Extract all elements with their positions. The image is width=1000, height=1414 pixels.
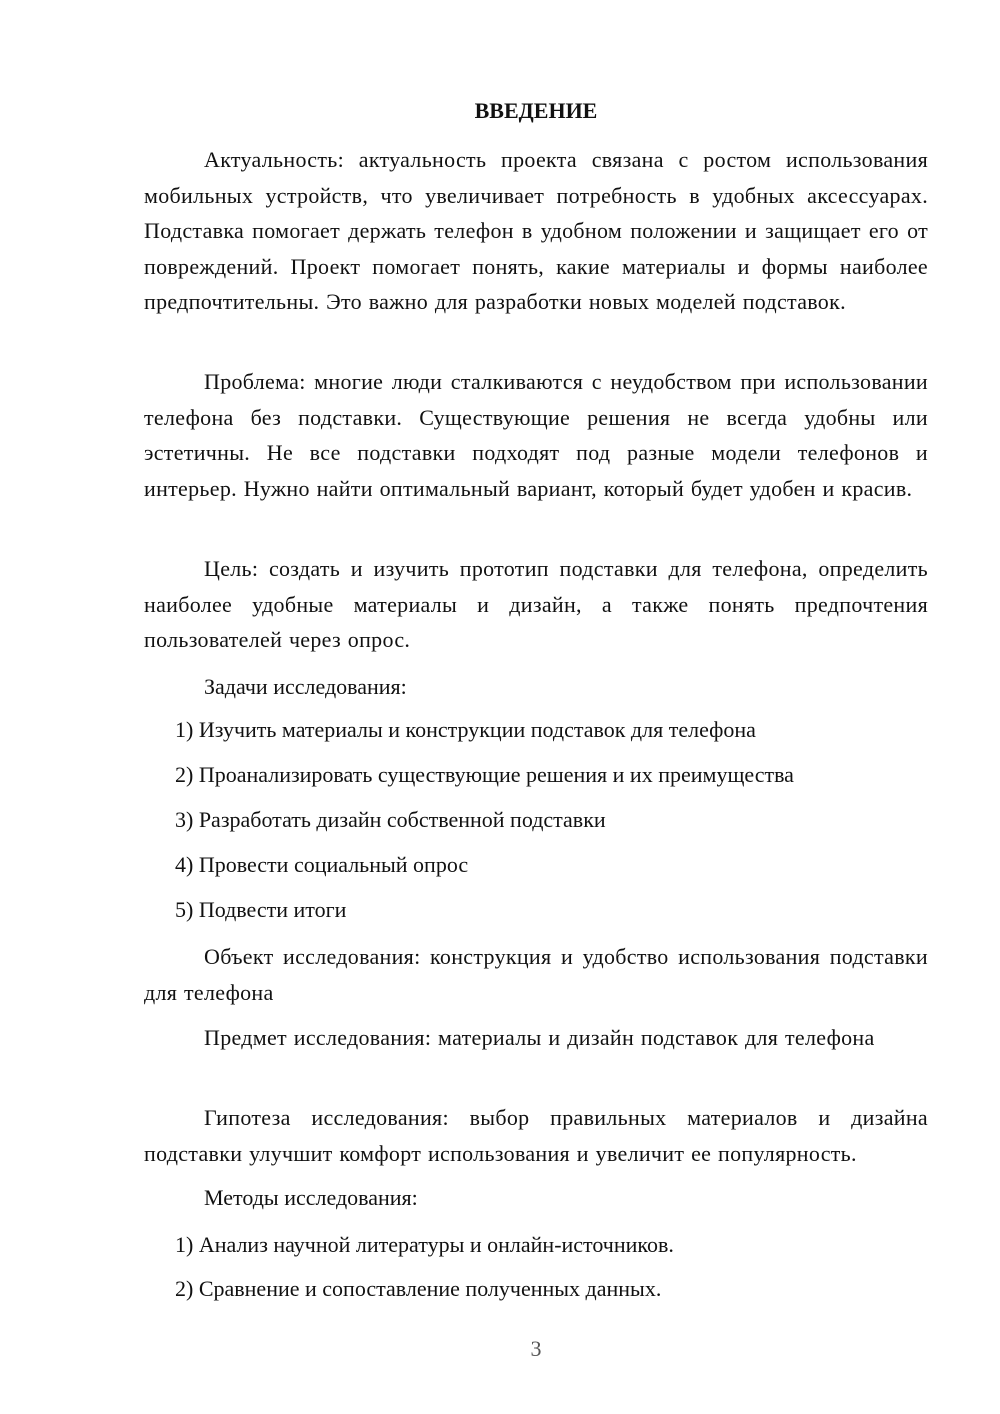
- subject-paragraph: Предмет исследования: материалы и дизайн подставок для телефона: [204, 1025, 875, 1050]
- task-item: 4) Провести социальный опрос: [175, 852, 469, 877]
- method-item: 1) Анализ научной литературы и онлайн-источников.: [175, 1232, 674, 1257]
- problem-paragraph: Проблема: многие люди сталкиваются с неудобством при использовании телефона без подставки. Существующие решения не всегда удобны или эстетичны. Не все подставки подходят под разные модели телефонов и интерьер. Нужно найти оптимальный вариант, который будет удобен и красив.: [144, 369, 928, 501]
- hypothesis-paragraph: Гипотеза исследования: выбор правильных материалов и дизайна подставки улучшит комфорт использования и увеличит ее популярность.: [144, 1105, 928, 1166]
- goal-paragraph: Цель: создать и изучить прототип подставки для телефона, определить наиболее удобные материалы и дизайн, а также понять предпочтения пользователей через опрос.: [144, 556, 928, 652]
- tasks-heading-block: [144, 669, 928, 705]
- subject-paragraph-block: [144, 1020, 928, 1056]
- task-item: 1) Изучить материалы и конструкции подставок для телефона: [175, 717, 756, 742]
- object-paragraph: Объект исследования: конструкция и удобство использования подставки для телефона: [144, 944, 928, 1005]
- problem-paragraph-block: [144, 364, 928, 506]
- relevance-paragraph: Актуальность: актуальность проекта связана с ростом использования мобильных устройств, что увеличивает потребность в удобных аксессуарах. Подставка помогает держать телефон в удобном положении и защищает его от повреждений. Проект помогает понять, какие материалы и формы наиболее предпочтительны. Это важно для разработки новых моделей подставок.: [144, 147, 928, 314]
- task-item: 3) Разработать дизайн собственной подставки: [175, 807, 606, 832]
- page-title: ВВЕДЕНИЕ: [474, 98, 598, 123]
- methods-heading: Методы исследования:: [204, 1185, 418, 1210]
- task-item: 5) Подвести итоги: [175, 897, 347, 922]
- hypothesis-paragraph-block: [144, 1100, 928, 1171]
- tasks-heading: Задачи исследования:: [204, 674, 407, 699]
- task-item: 2) Проанализировать существующие решения и их преимущества: [175, 762, 794, 787]
- object-paragraph-block: [144, 939, 928, 1010]
- methods-heading-block: [144, 1180, 928, 1216]
- goal-paragraph-block: [144, 551, 928, 658]
- method-item: 2) Сравнение и сопоставление полученных данных.: [175, 1276, 662, 1301]
- page-number: 3: [530, 1336, 542, 1361]
- relevance-paragraph-block: [144, 142, 928, 320]
